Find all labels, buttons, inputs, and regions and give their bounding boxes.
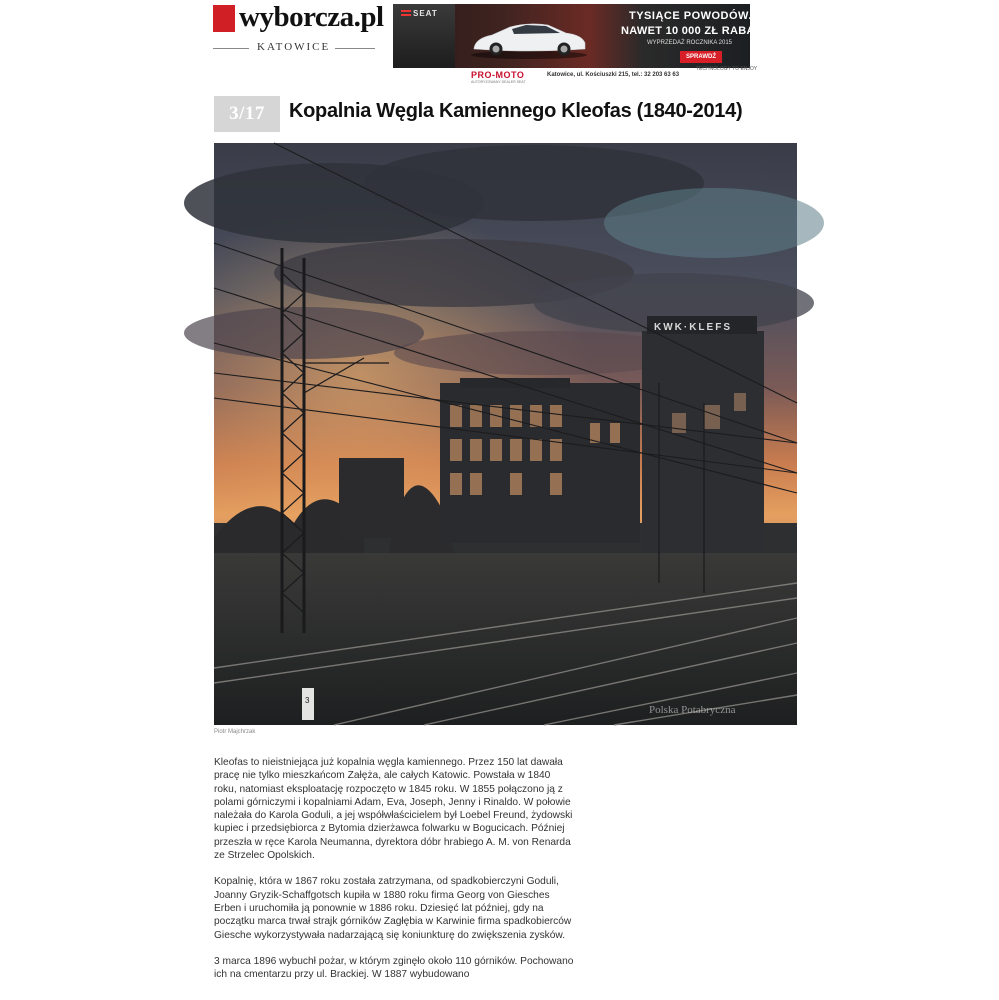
banner-ad[interactable] — [393, 4, 770, 84]
seat-logo-icon — [401, 10, 411, 16]
logo-text: wyborcza.pl — [239, 1, 384, 33]
article-paragraph: 3 marca 1896 wybuchł pożar, w którym zginęło około 110 górników. Pochowano ich na cmentarzu przy ul. Brackiej. W 1887 wybudowano — [214, 955, 574, 981]
slide-counter: 3/17 — [214, 96, 280, 132]
ad-address: Katowice, ul. Kościuszki 215, tel.: 32 203 63 63 — [547, 72, 680, 78]
ad-cta-button[interactable]: SPRAWDŹ — [680, 51, 722, 63]
logo-divider-right — [335, 48, 375, 49]
car-icon — [468, 18, 590, 60]
article-paragraph: Kleofas to nieistniejąca już kopalnia węgla kamiennego. Przez 150 lat dawała pracę nie tylko mieszkańcom Załęża, ale całych Katowic. Powstała w 1840 roku, natomiast eksploatację rozpoczęto w 1845 roku. W 1855 połączono ją z polami górniczymi i kopalniami Adam, Eva, Joseph, Jenny i Rinaldo. W połowie należała do Karola Goduli, a jej współwłaścicielem był Loebel Freund, żydowski kupiec i przedsiębiorca z Bytomia dzierżawca folwarku w Bogucicach. Później przeszła w ręce Karola Neumanna, dyrektora dóbr hrabiego A. M. von Renarda ze Strzelec Opolskich. — [214, 757, 573, 862]
ad-dealer-sub: AUTORYZOWANY DEALER SEAT — [471, 80, 526, 84]
ad-brand-strip — [393, 4, 455, 68]
ad-dealer: PRO-MOTO — [471, 70, 525, 80]
svg-text:KWK·KLEFS: KWK·KLEFS — [654, 322, 732, 333]
article-body — [214, 756, 574, 994]
edition-city: KATOWICE — [257, 41, 331, 53]
ad-image[interactable] — [393, 4, 770, 68]
gallery-photo[interactable] — [214, 143, 797, 725]
photo-watermark: Polska Potabryczna — [649, 704, 736, 716]
article-paragraph: Kopalnię, która w 1867 roku została zatrzymana, od spadkobierczyni Goduli, Joanny Gryzik-Schaffgotsch kupiła w 1880 roku firma Georg von Giesches Erben i uruchomiła ją ponownie w 1886 roku. Dziesięć lat później, gdy na początku marca trwał strajk górników Zagłębia w Karwinie firma spadkobierców Giesche wykorzystywała nadarzającą się koniunkturę do zwiększenia zysków. — [214, 876, 572, 941]
photo-credit: Piotr Majchrzak — [214, 729, 256, 735]
photo-illustration — [214, 143, 797, 725]
ad-headline-2: NAWET 10 000 ZŁ RABATU — [621, 25, 770, 37]
ad-brand: SEAT — [413, 9, 438, 18]
slide-title: Kopalnia Węgla Kamiennego Kleofas (1840-2014) — [289, 100, 743, 122]
ad-headline-1: TYSIĄCE POWODÓW... — [629, 10, 760, 22]
logo-mark-icon — [213, 5, 235, 32]
ad-headline-3: WYPRZEDAŻ ROCZNIKA 2015 — [647, 40, 733, 46]
logo-divider-left — [213, 48, 249, 49]
site-logo[interactable] — [213, 1, 384, 53]
ad-tagline: TECHNOLOGY TO ENJOY — [696, 66, 758, 72]
svg-text:3: 3 — [305, 696, 310, 705]
